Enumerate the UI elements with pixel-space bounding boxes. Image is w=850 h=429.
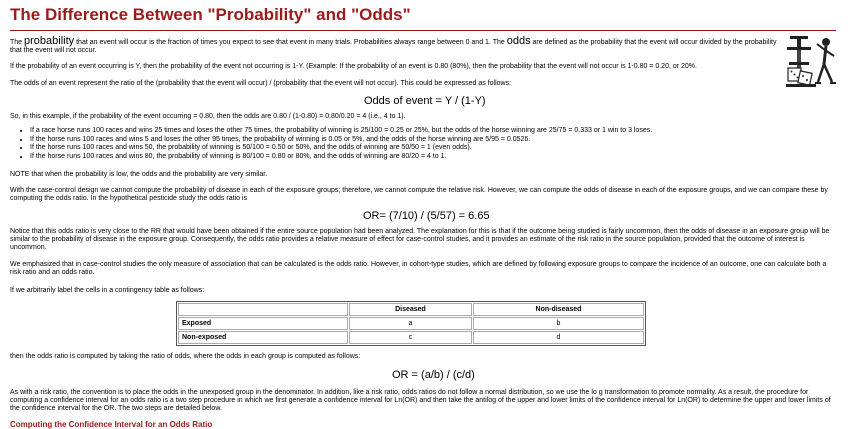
formula-odds: Odds of event = Y / (1-Y)	[364, 95, 486, 107]
table-row	[178, 331, 644, 344]
section-heading-confidence-interval: Computing the Confidence Interval for an Odds Ratio	[10, 420, 213, 429]
paragraph-probability-definition: The probability that an event will occur is the fraction of times you expect to see that event in many trials. Probabilities always range between 0 and 1. The odds are defined as the probability that the event will occur divided by the probability that the event will not occur.	[10, 35, 777, 54]
list-item: • If a race horse runs 100 races and wins 25 times and loses the other 75 times, the probability of winning is 25/100 = 0.25 or 25%, but the odds of the horse winning are 25/75 = 0.333 or 1 win to 3 loses.	[30, 127, 830, 136]
paragraph-confidence-interval: As with a risk ratio, the convention is to place the odds in the unexposed group in the denominator. In addition, like a risk ratio, odds ratios do not follow a normal distribution, so we use the lo g transformation to promote normality. As a result, the procedure for computing a confidence interval for an odds ratio is a two step procedure in which we first generate a confidence interval for Ln(OR) and then take the antilog of the upper and lower limits of the confidence interval for Ln(OR) to determine the upper and lower limits of the confidence interval for the OR. The two steps are detailed below.	[10, 389, 831, 412]
page-title: The Difference Between "Probability" and "Odds"	[10, 0, 836, 31]
scale-dice-figure-icon	[784, 32, 840, 94]
table-header-cell	[178, 303, 348, 316]
list-item: • If the horse runs 100 races and wins 5 and loses the other 95 times, the probability of winning is 0.05 or 5%, and the odds of the horse winning are 5/95 = 0.0526.	[30, 136, 830, 145]
table-row	[178, 317, 644, 330]
horse-examples-list	[18, 127, 830, 162]
table-cell: c	[349, 331, 472, 344]
paragraph-cohort: We emphasized that in case-control studies the only measure of association that can be calculated is the odds ratio. However, in cohort-type studies, which are defined by following exposure groups to compare the incidence of an outcome, one can calculate both a risk ratio and an odds ratio.	[10, 261, 827, 276]
row-label: Non-exposed	[178, 331, 348, 344]
formula-or-pesticide: OR= (7/10) / (5/57) = 6.65	[363, 210, 490, 222]
list-item: • If the horse runs 100 races and wins 80, the probability of winning is 80/100 = 0.80 or 80%, and the odds of winning are 80/20 = 4 to 1.	[30, 153, 830, 162]
contingency-table	[176, 301, 646, 346]
term-probability: probability	[24, 35, 75, 47]
paragraph-contingency-intro: If we arbitrarily label the cells in a contingency table as follows:	[10, 287, 205, 294]
paragraph-case-control: With the case-control design we cannot compute the probability of disease in each of the exposure groups; therefore, we cannot compute the relative risk. However, we can compute the odds of disease in each of the exposure groups, and we can compare these by computing the odds ratio. In the hypothetical pesticide study the odds ratio is	[10, 187, 828, 202]
paragraph-odds-ratio-intro: The odds of an event represent the ratio of the (probability that the event will occur) / (probability that the event will not occur). This could be expressed as follows:	[10, 80, 512, 87]
table-header-cell: Diseased	[349, 303, 472, 316]
formula-or-contingency: OR = (a/b) / (c/d)	[392, 369, 475, 381]
table-cell: d	[473, 331, 644, 344]
table-header-row	[178, 303, 644, 316]
paragraph-odds-ratio-computation: then the odds ratio is computed by taking the ratio of odds, where the odds in each group is computed as follows:	[10, 353, 361, 360]
table-header-cell: Non-diseased	[473, 303, 644, 316]
term-odds: odds	[506, 35, 531, 47]
paragraph-explanation: Notice that this odds ratio is very close to the RR that would have been obtained if the entire source population had been analyzed. The explanation for this is that if the outcome being studied is fairly uncommon, then the odds of disease in an exposure group will be similar to the probability of disease in the exposure group. Consequently, the odds ratio provides a relative measure of effect for case-control studies, and it provides an estimate of the risk ratio in the source population, provided that the outcome of interest is uncommon.	[10, 228, 830, 251]
article	[10, 0, 836, 294]
table-cell: a	[349, 317, 472, 330]
paragraph-note: NOTE that when the probability is low, the odds and the probability are very similar.	[10, 171, 268, 178]
paragraph-complement: If the probability of an event occurring is Y, then the probability of the event not occurring is 1-Y. (Example: If the probability of an event is 0.80 (80%), then the probability that the event will not occur is 1-0.80 = 0.20, or 20%.	[10, 63, 697, 70]
table-cell: b	[473, 317, 644, 330]
row-label: Exposed	[178, 317, 348, 330]
paragraph-example: So, in this example, if the probability of the event occurring = 0.80, then the odds are 0.80 / (1-0.80) = 0.80/0.20 = 4 (i.e., 4 to 1).	[10, 113, 406, 120]
list-item: • If the horse runs 100 races and wins 50, the probability of winning is 50/100 = 0.50 or 50%, and the odds of winning are 50/50 = 1 (even odds).	[30, 144, 830, 153]
